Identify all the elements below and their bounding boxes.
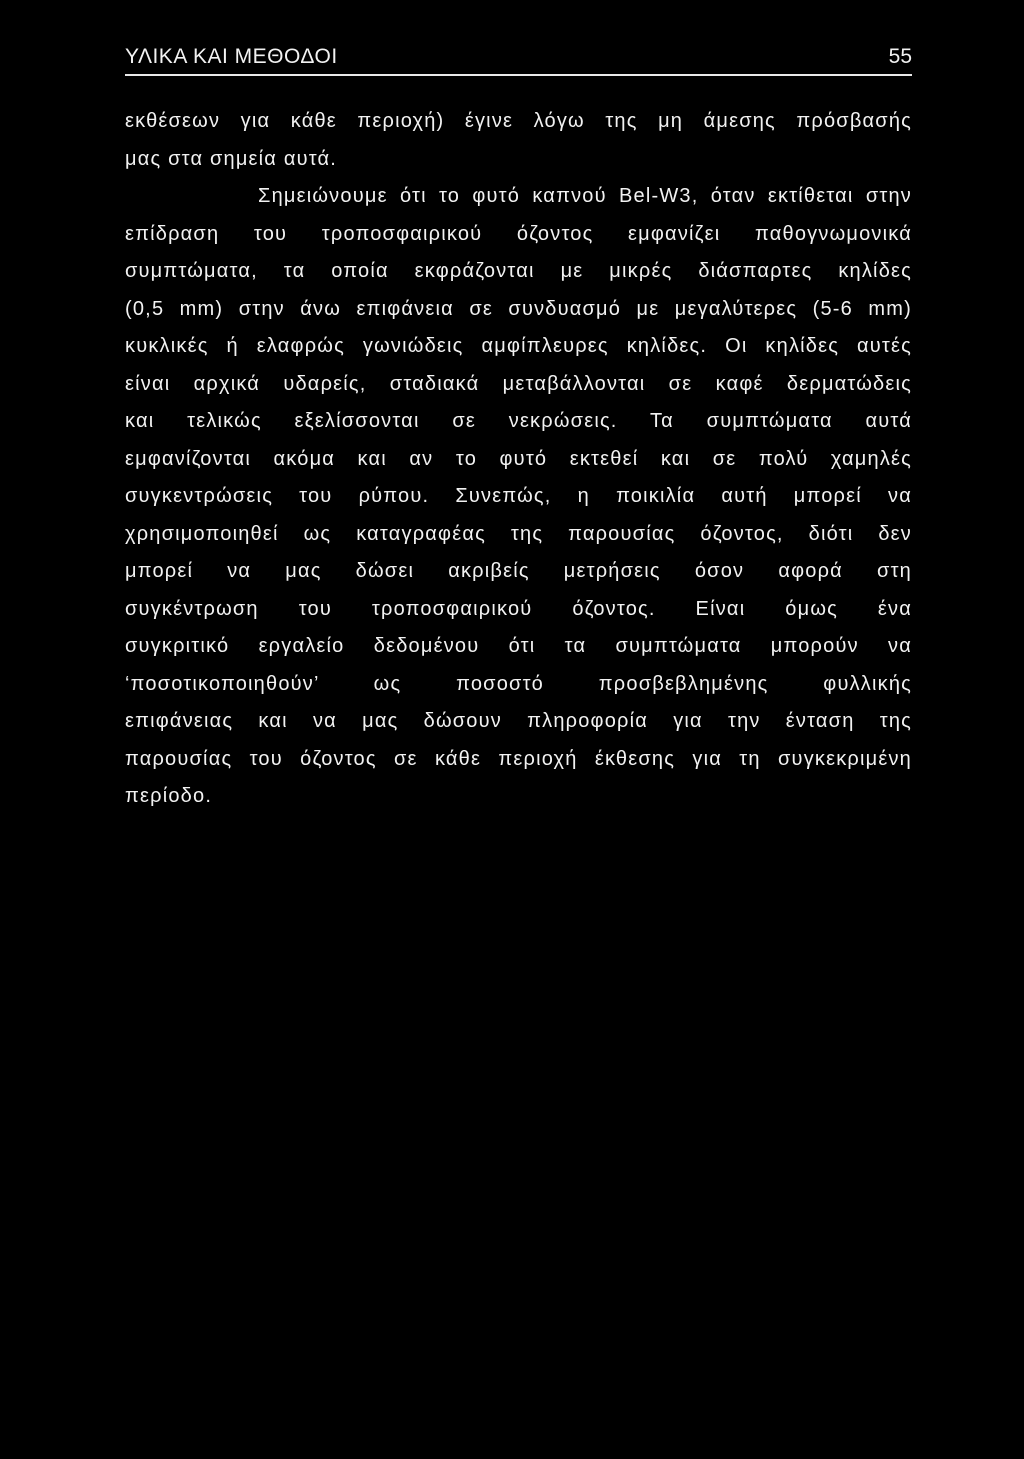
text-line: συγκέντρωση του τροποσφαιρικού όζοντος. Είναι όμως ένα <box>125 597 912 620</box>
text-line: μπορεί να μας δώσει ακριβείς μετρήσεις όσον αφορά στη <box>125 560 912 582</box>
text-line: είναι αρχικά υδαρείς, σταδιακά μεταβάλλονται σε καφέ δερματώδεις <box>125 372 912 395</box>
text-line: επίδραση του τροποσφαιρικού όζοντος εμφανίζει παθογνωμονικά <box>125 222 912 245</box>
text-line: συμπτώματα, τα οποία εκφράζονται με μικρές διάσπαρτες κηλίδες <box>125 260 912 282</box>
text-line: επιφάνειας και να μας δώσουν πληροφορία για την ένταση της <box>125 710 912 732</box>
text-line: περίοδο. <box>125 785 213 807</box>
text-line: μας στα σημεία αυτά. <box>125 147 338 170</box>
text-line: εμφανίζονται ακόμα και αν το φυτό εκτεθεί και σε πολύ χαμηλές <box>125 447 912 470</box>
text-line: εκθέσεων για κάθε περιοχή) έγινε λόγω της μη άμεσης πρόσβασής <box>125 110 912 132</box>
chapter-title: ΥΛΙΚΑ ΚΑΙ ΜΕΘΟΔΟΙ <box>125 45 338 68</box>
text-line: χρησιμοποιηθεί ως καταγραφέας της παρουσίας όζοντος, διότι δεν <box>125 522 912 545</box>
body-text <box>125 103 912 816</box>
text-line: συγκριτικό εργαλείο δεδομένου ότι τα συμπτώματα μπορούν να <box>125 635 912 657</box>
text-line: ‘ποσοτικοποιηθούν’ ως ποσοστό προσβεβλημένης φυλλικής <box>125 672 912 695</box>
running-header <box>125 44 912 76</box>
text-line: παρουσίας του όζοντος σε κάθε περιοχή έκθεσης για τη συγκεκριμένη <box>125 747 912 770</box>
text-line: (0,5 mm) στην άνω επιφάνεια σε συνδυασμό με μεγαλύτερες (5-6 mm) <box>125 297 912 320</box>
text-line: κυκλικές ή ελαφρώς γωνιώδεις αμφίπλευρες κηλίδες. Οι κηλίδες αυτές <box>125 335 912 357</box>
page-number: 55 <box>888 45 912 68</box>
text-line: και τελικώς εξελίσσονται σε νεκρώσεις. Τα συμπτώματα αυτά <box>125 410 912 432</box>
paragraph-first-line: Σημειώνουμε ότι το φυτό καπνού Bel-W3, όταν εκτίθεται στην <box>258 185 912 207</box>
text-line: συγκεντρώσεις του ρύπου. Συνεπώς, η ποικιλία αυτή μπορεί να <box>125 485 912 507</box>
